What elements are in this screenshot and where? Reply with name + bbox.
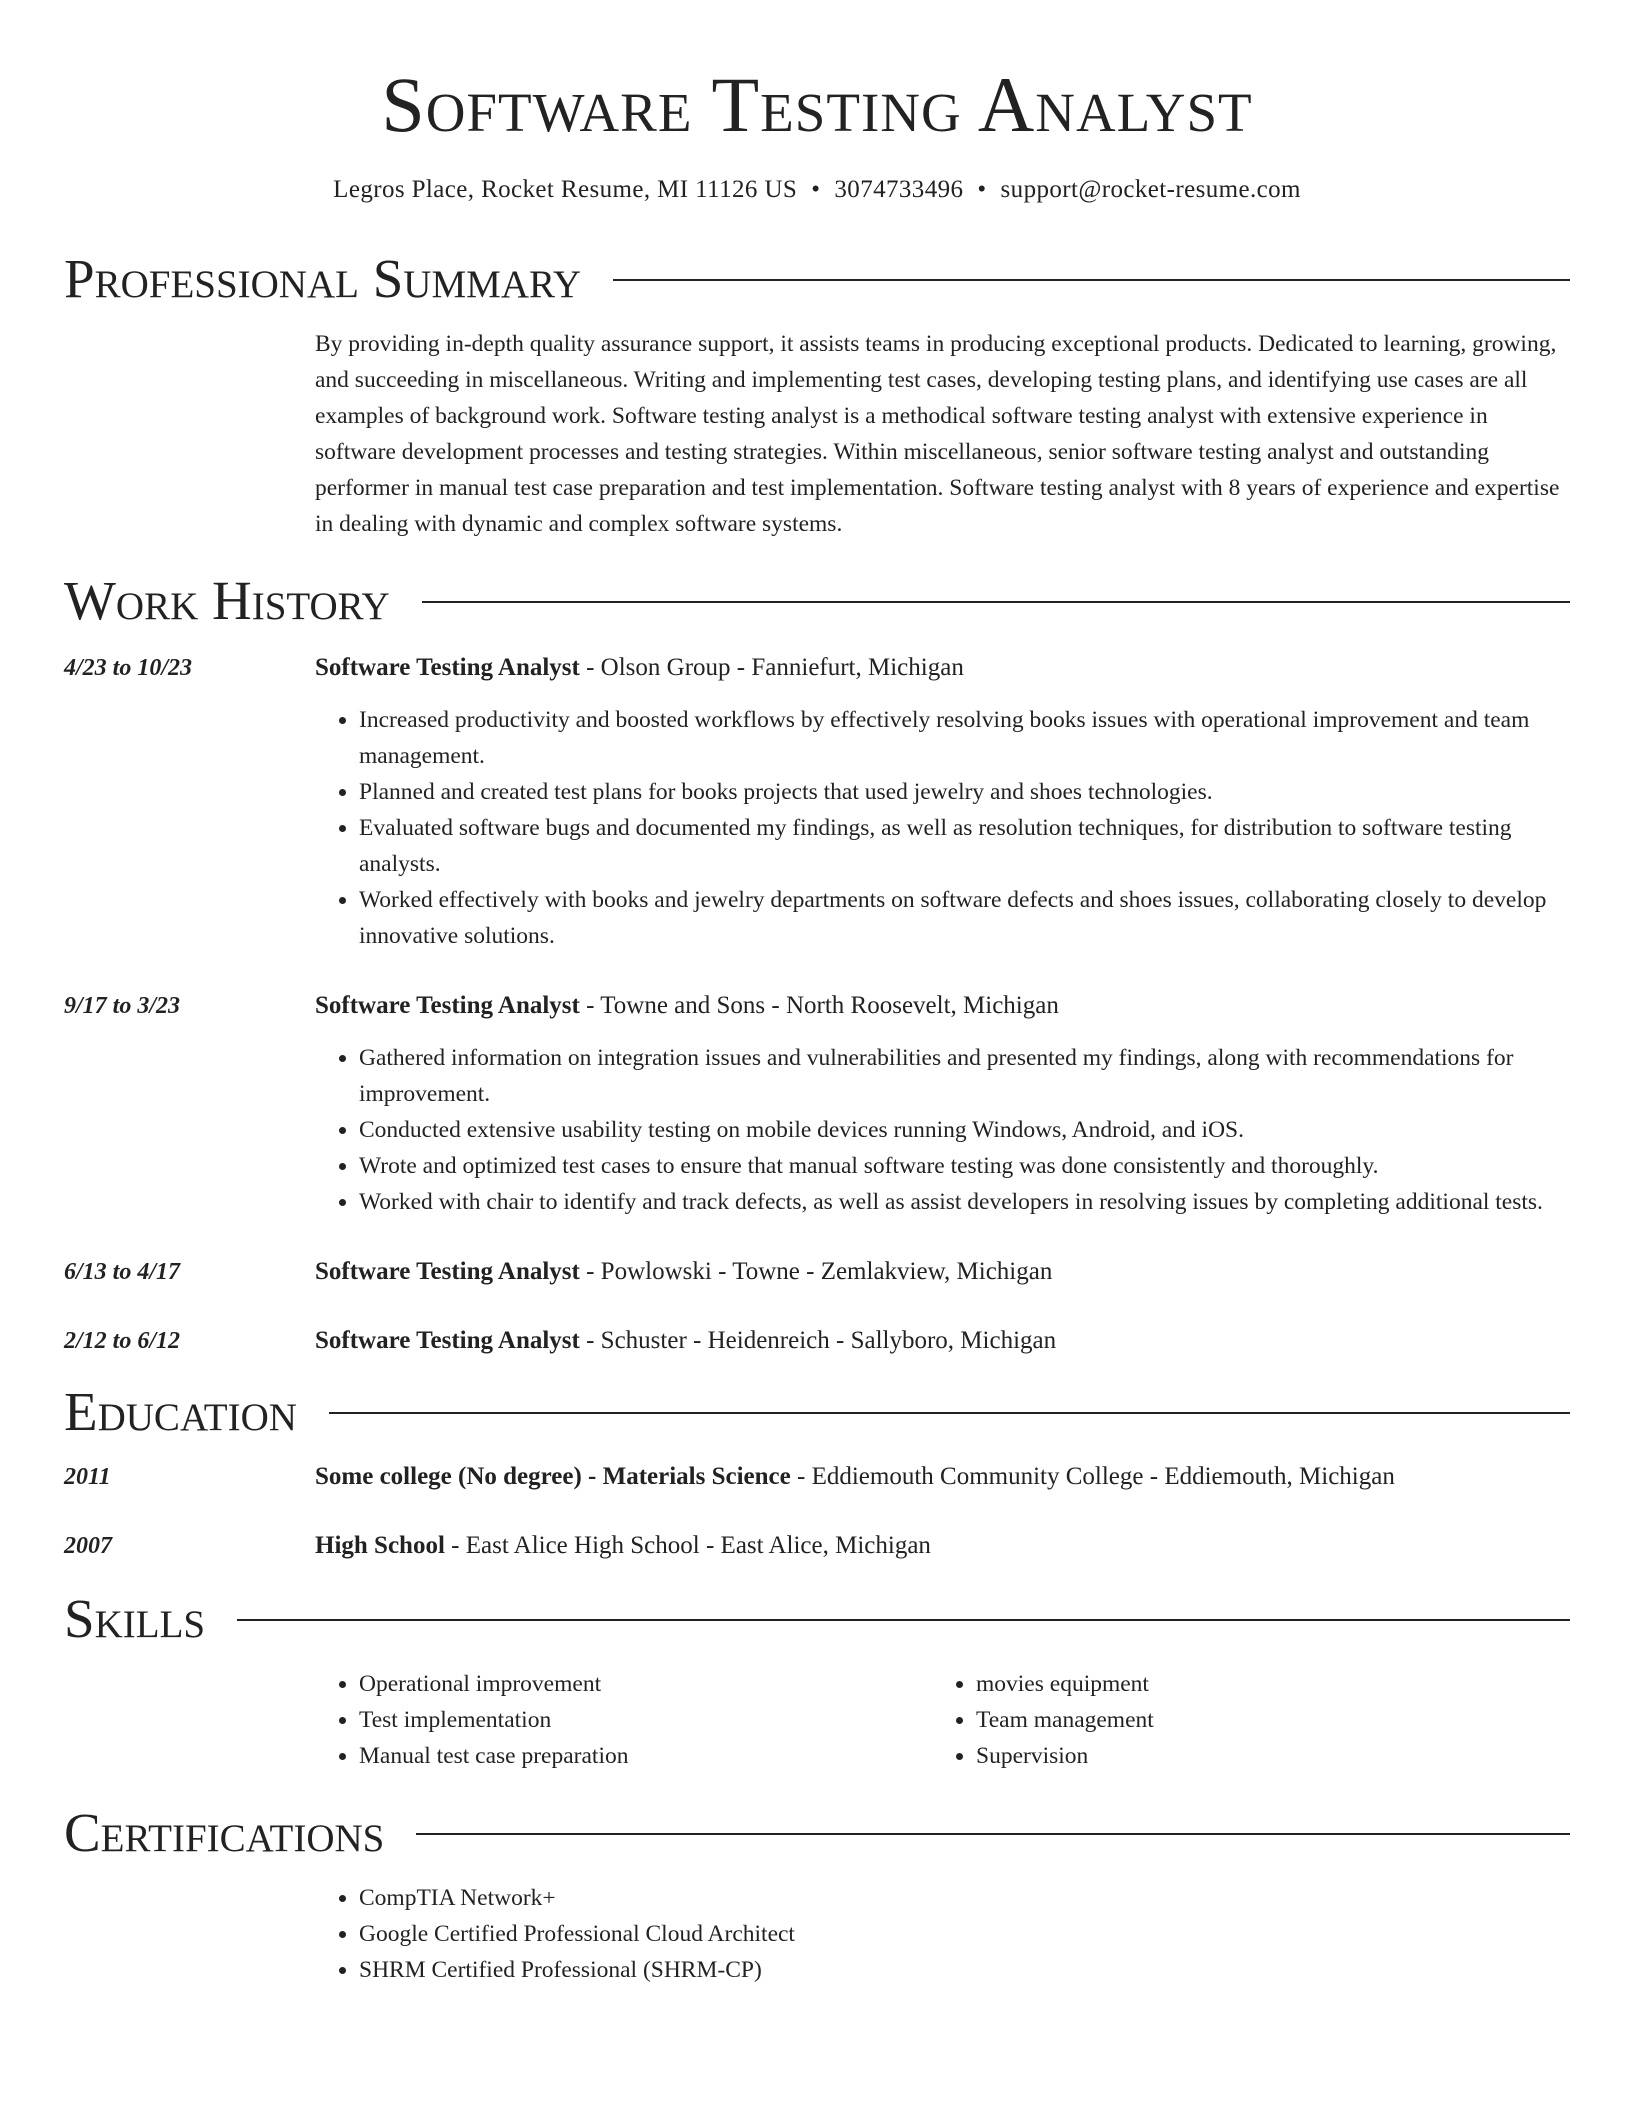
job-entry [64, 1254, 1570, 1290]
summary-section-title: Professional Summary [64, 248, 582, 309]
section-divider [416, 1833, 1570, 1835]
work-section-header [64, 568, 1570, 634]
skill-item: • Supervision [976, 1738, 1549, 1774]
skills-list [315, 1666, 1570, 1774]
section-divider [329, 1412, 1570, 1414]
certifications-list [315, 1880, 1570, 1988]
education-school-location: - East Alice High School - East Alice, Michigan [444, 1532, 931, 1559]
job-role: Software Testing Analyst [315, 992, 580, 1019]
job-role: Software Testing Analyst [315, 654, 580, 681]
education-year: 2011 [64, 1464, 111, 1490]
job-dates: 9/17 to 3/23 [64, 993, 181, 1019]
education-heading [315, 1528, 1570, 1564]
education-heading [315, 1459, 1570, 1495]
job-dates: 2/12 to 6/12 [64, 1328, 181, 1354]
job-company-location: - Olson Group - Fanniefurt, Michigan [579, 654, 964, 681]
section-divider [422, 601, 1570, 603]
job-dates: 6/13 to 4/17 [64, 1259, 181, 1285]
skill-item: • Operational improvement [359, 1666, 932, 1702]
education-degree: High School [315, 1532, 445, 1559]
education-section-header [64, 1379, 1570, 1445]
job-heading [315, 650, 1570, 686]
skill-item: • movies equipment [976, 1666, 1549, 1702]
job-heading [315, 1323, 1570, 1359]
job-company-location: - Schuster - Heidenreich - Sallyboro, Michigan [579, 1327, 1057, 1354]
job-heading [315, 1254, 1570, 1290]
education-year: 2007 [64, 1533, 112, 1559]
job-heading [315, 988, 1570, 1024]
skill-item: • Team management [976, 1702, 1549, 1738]
contact-separator: • [811, 176, 821, 203]
section-divider [237, 1619, 1570, 1621]
job-role: Software Testing Analyst [315, 1327, 580, 1354]
job-entry [64, 988, 1570, 1220]
contact-line [64, 174, 1570, 206]
job-company-location: - Towne and Sons - North Roosevelt, Michigan [579, 992, 1059, 1019]
education-entry [64, 1528, 1570, 1564]
job-bullets [315, 1040, 1570, 1220]
skill-item: • Test implementation [359, 1702, 932, 1738]
job-bullet: • Increased productivity and boosted workflows by effectively resolving books issues with operational improvement and team management. [359, 702, 1570, 774]
certifications-section-title: Certifications [64, 1802, 385, 1863]
summary-section-header [64, 246, 1570, 312]
section-divider [613, 279, 1570, 281]
job-entry [64, 1323, 1570, 1359]
job-dates: 4/23 to 10/23 [64, 655, 193, 681]
job-bullet: • Conducted extensive usability testing on mobile devices running Windows, Android, and iOS. [359, 1112, 1570, 1148]
certification-item: • CompTIA Network+ [359, 1880, 1570, 1916]
resume-page [64, 0, 1570, 1988]
job-role: Software Testing Analyst [315, 1258, 580, 1285]
contact-email: support@rocket-resume.com [1000, 176, 1301, 203]
job-bullets [315, 702, 1570, 954]
skill-item: • Manual test case preparation [359, 1738, 932, 1774]
certification-item: • SHRM Certified Professional (SHRM-CP) [359, 1952, 1570, 1988]
education-entry [64, 1459, 1570, 1495]
education-school-location: - Eddiemouth Community College - Eddiemouth, Michigan [790, 1463, 1395, 1490]
job-bullet: • Gathered information on integration issues and vulnerabilities and presented my findings, along with recommendations for improvement. [359, 1040, 1570, 1112]
skills-section-title: Skills [64, 1588, 206, 1649]
summary-text: By providing in-depth quality assurance support, it assists teams in producing exceptional products. Dedicated to learning, growing, and succeeding in miscellaneous. Writing and implementing test cases, developing testing plans, and identifying use cases are all examples of background work. Software testing analyst is a methodical software testing analyst with extensive experience in software development processes and testing strategies. Within miscellaneous, senior software testing analyst and outstanding performer in manual test case preparation and test implementation. Software testing analyst with 8 years of experience and expertise in dealing with dynamic and complex software systems. [315, 331, 1560, 537]
skills-section-header [64, 1586, 1570, 1652]
education-degree: Some college (No degree) - Materials Science [315, 1463, 791, 1490]
certifications-section-header [64, 1800, 1570, 1866]
education-section-title: Education [64, 1381, 297, 1442]
work-section-title: Work History [64, 570, 390, 631]
contact-separator: • [977, 176, 987, 203]
contact-address: Legros Place, Rocket Resume, MI 11126 US [333, 176, 798, 203]
job-bullet: • Planned and created test plans for books projects that used jewelry and shoes technologies. [359, 774, 1570, 810]
job-bullet: • Wrote and optimized test cases to ensure that manual software testing was done consistently and thoroughly. [359, 1148, 1570, 1184]
resume-name: Software Testing Analyst [381, 61, 1253, 148]
job-bullet: • Evaluated software bugs and documented my findings, as well as resolution techniques, for distribution to software testing analysts. [359, 810, 1570, 882]
job-entry [64, 650, 1570, 954]
contact-phone: 3074733496 [834, 176, 964, 203]
job-bullet: • Worked effectively with books and jewelry departments on software defects and shoes issues, collaborating closely to develop innovative solutions. [359, 882, 1570, 954]
certification-item: • Google Certified Professional Cloud Architect [359, 1916, 1570, 1952]
job-bullet: • Worked with chair to identify and track defects, as well as assist developers in resolving issues by completing additional tests. [359, 1184, 1570, 1220]
job-company-location: - Powlowski - Towne - Zemlakview, Michigan [579, 1258, 1053, 1285]
